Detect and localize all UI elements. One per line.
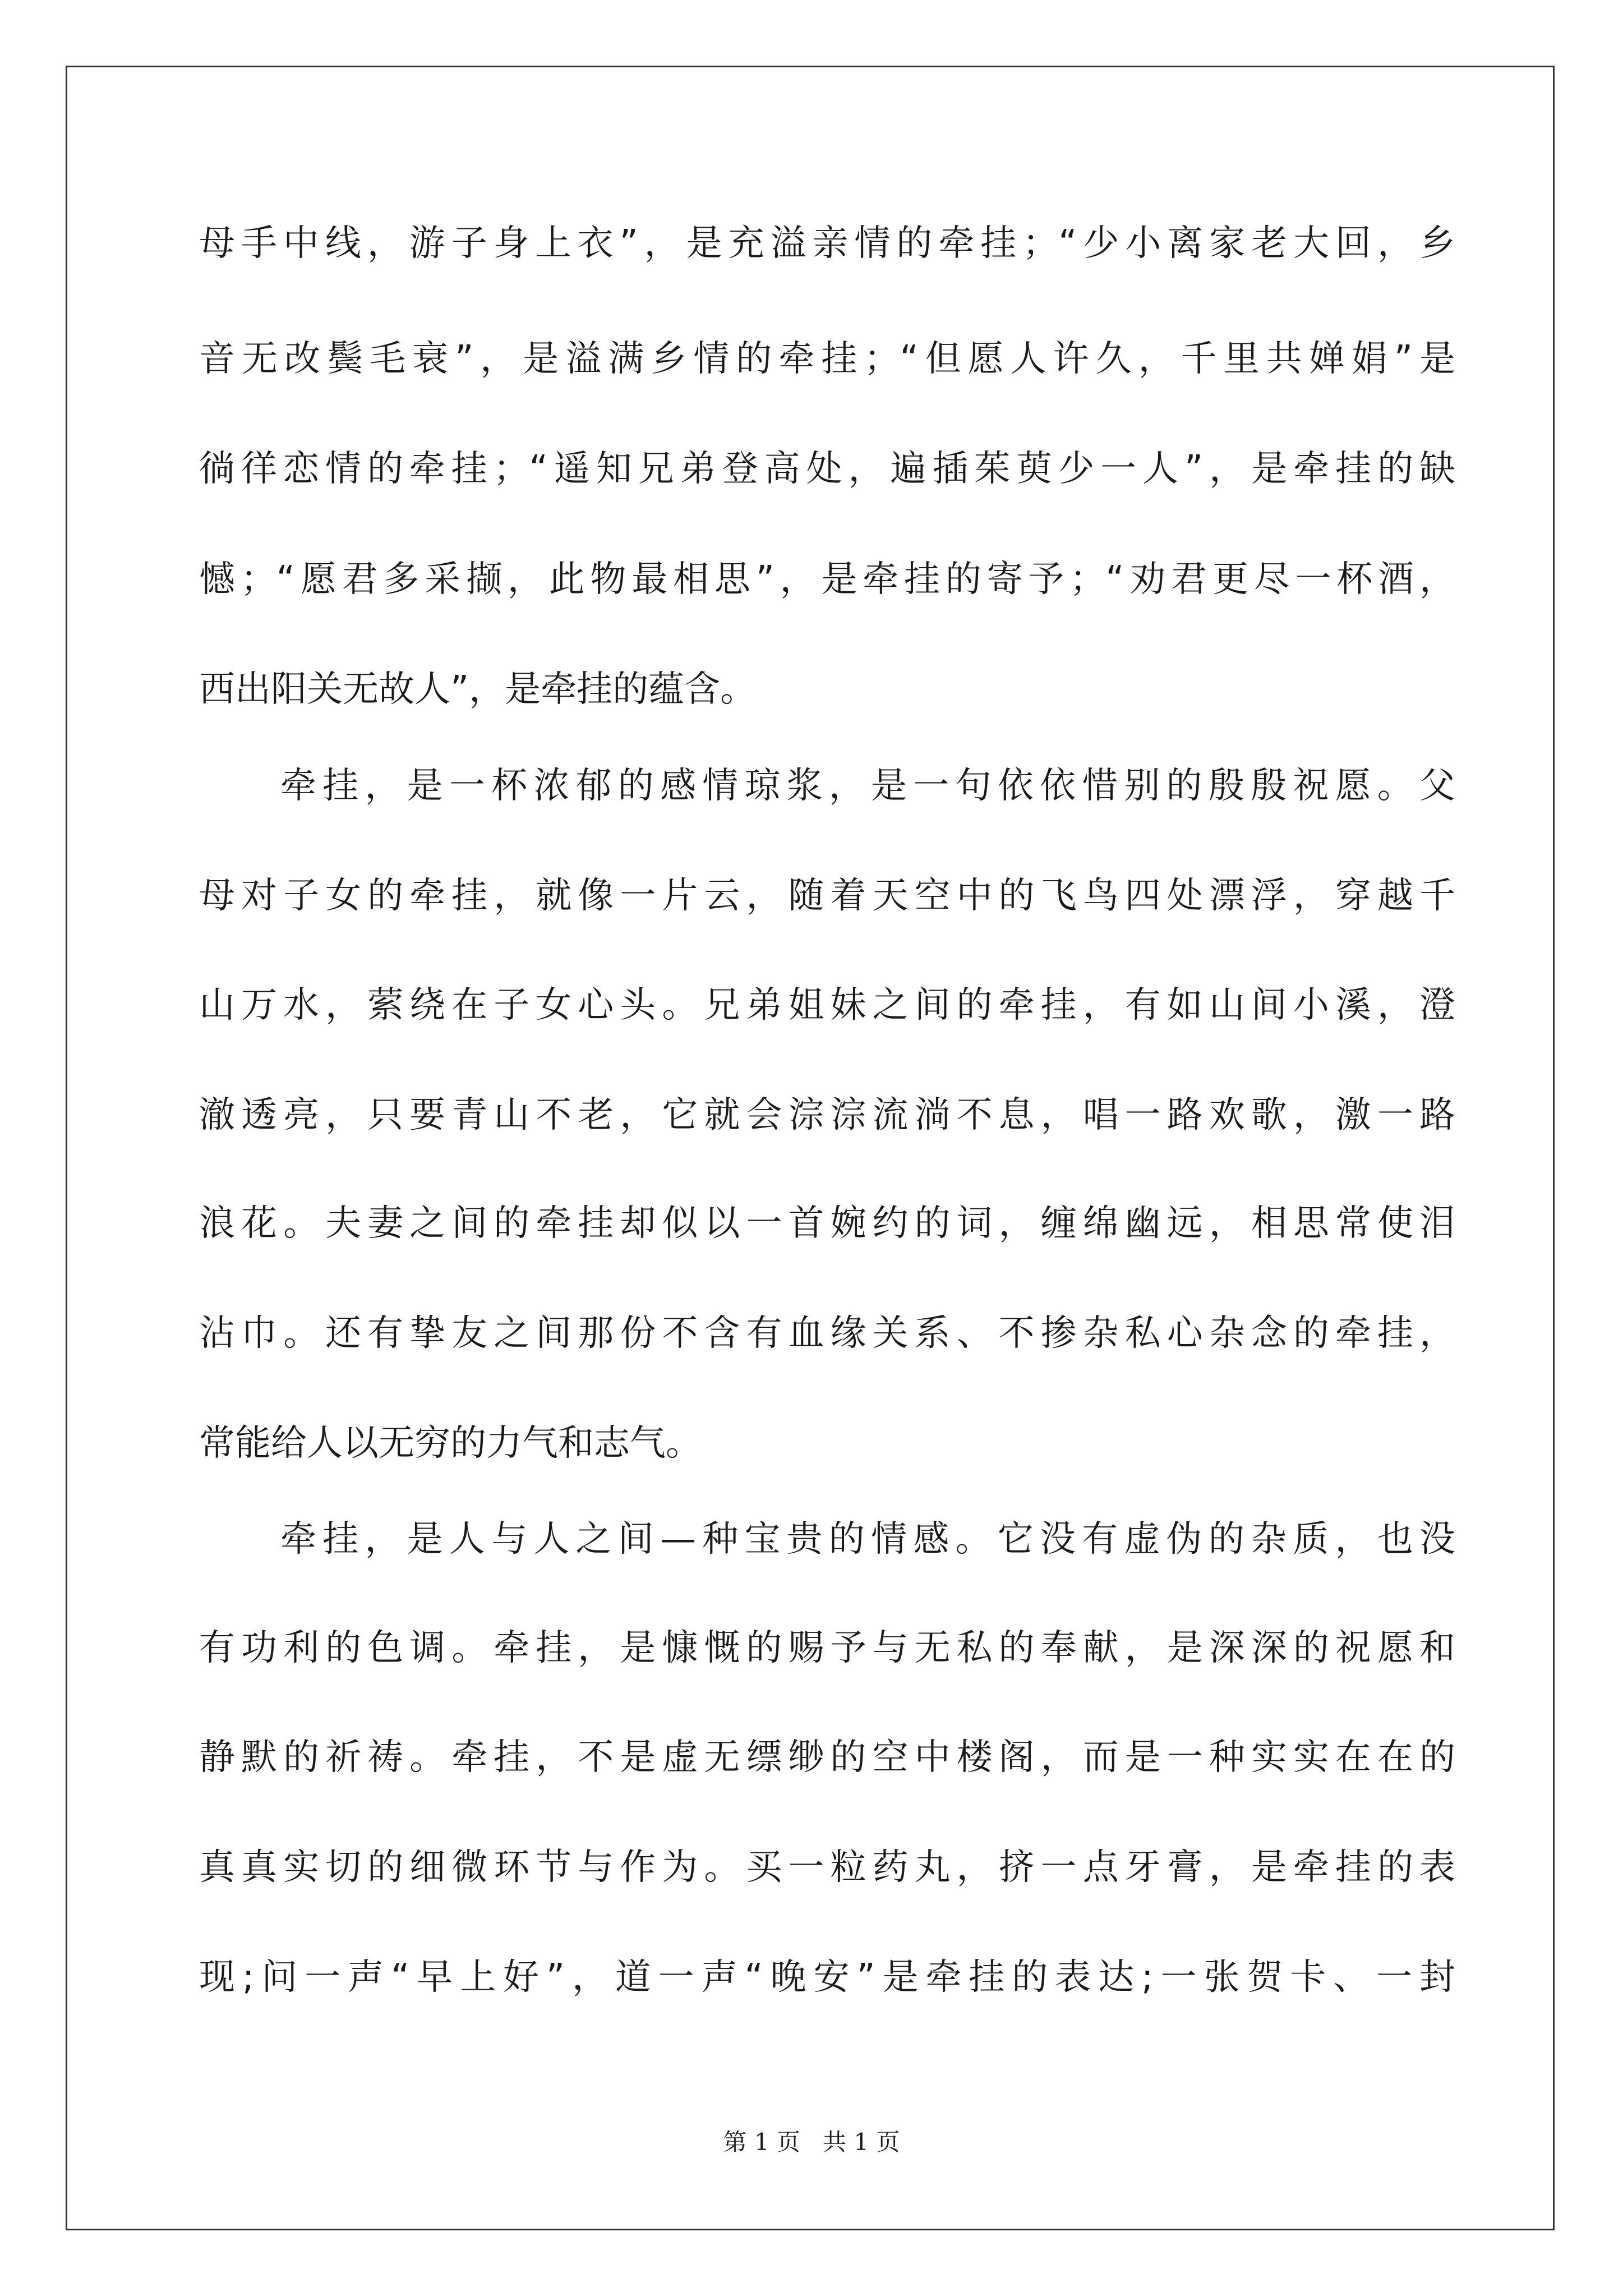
text-line: 真真实切的细微环节与作为。买一粒药丸，挤一点牙膏，是牵挂的表 (199, 1847, 1455, 1888)
text-line: 澈透亮，只要青山不老，它就会淙淙流淌不息，唱一路欢歌，激一路 (199, 1094, 1455, 1136)
text-line: 山万水，萦绕在子女心头。兄弟姐妹之间的牵挂，有如山间小溪，澄 (199, 984, 1455, 1026)
paragraph-first-line: 牵挂，是一杯浓郁的感情琼浆，是一句依依惜别的殷殷祝愿。父 (280, 765, 1455, 807)
text-line: 音无改鬓毛衰”，是溢满乡情的牵挂；“但愿人许久，千里共婵娟”是 (199, 338, 1455, 380)
page-footer (0, 2124, 1623, 2157)
text-line: 沾巾。还有挚友之间那份不含有血缘关系、不掺杂私心杂念的牵挂， (199, 1313, 1455, 1354)
text-line: 西出阳关无故人”，是牵挂的蕴含。 (199, 669, 757, 710)
page-total: 共 1 页 (823, 2128, 900, 2156)
text-line: 现;问一声“早上好”，道一声“晚安”是牵挂的表达;一张贺卡、一封 (199, 1957, 1455, 1998)
text-line: 常能给人以无穷的力气和志气。 (199, 1423, 702, 1464)
page-border (66, 66, 1555, 2230)
text-line: 母对子女的牵挂，就像一片云，随着天空中的飞鸟四处漂浮，穿越千 (199, 875, 1455, 917)
text-line: 浪花。夫妻之间的牵挂却似以一首婉约的词，缠绵幽远，相思常使泪 (199, 1203, 1455, 1244)
text-line: 静默的祈祷。牵挂，不是虚无缥缈的空中楼阁，而是一种实实在在的 (199, 1737, 1455, 1778)
paragraph-first-line: 牵挂，是人与人之间—种宝贵的情感。它没有虚伪的杂质，也没 (280, 1519, 1455, 1560)
text-line: 憾；“愿君多采撷，此物最相思”，是牵挂的寄予；“劝君更尽一杯酒， (199, 559, 1455, 600)
text-line: 有功利的色调。牵挂，是慷慨的赐予与无私的奉献，是深深的祝愿和 (199, 1627, 1455, 1669)
page-number: 第 1 页 (723, 2128, 800, 2156)
text-line: 徜徉恋情的牵挂；“遥知兄弟登高处，遍插茱萸少一人”，是牵挂的缺 (199, 448, 1455, 490)
text-line: 母手中线，游子身上衣”，是充溢亲情的牵挂；“少小离家老大回，乡 (199, 223, 1455, 264)
